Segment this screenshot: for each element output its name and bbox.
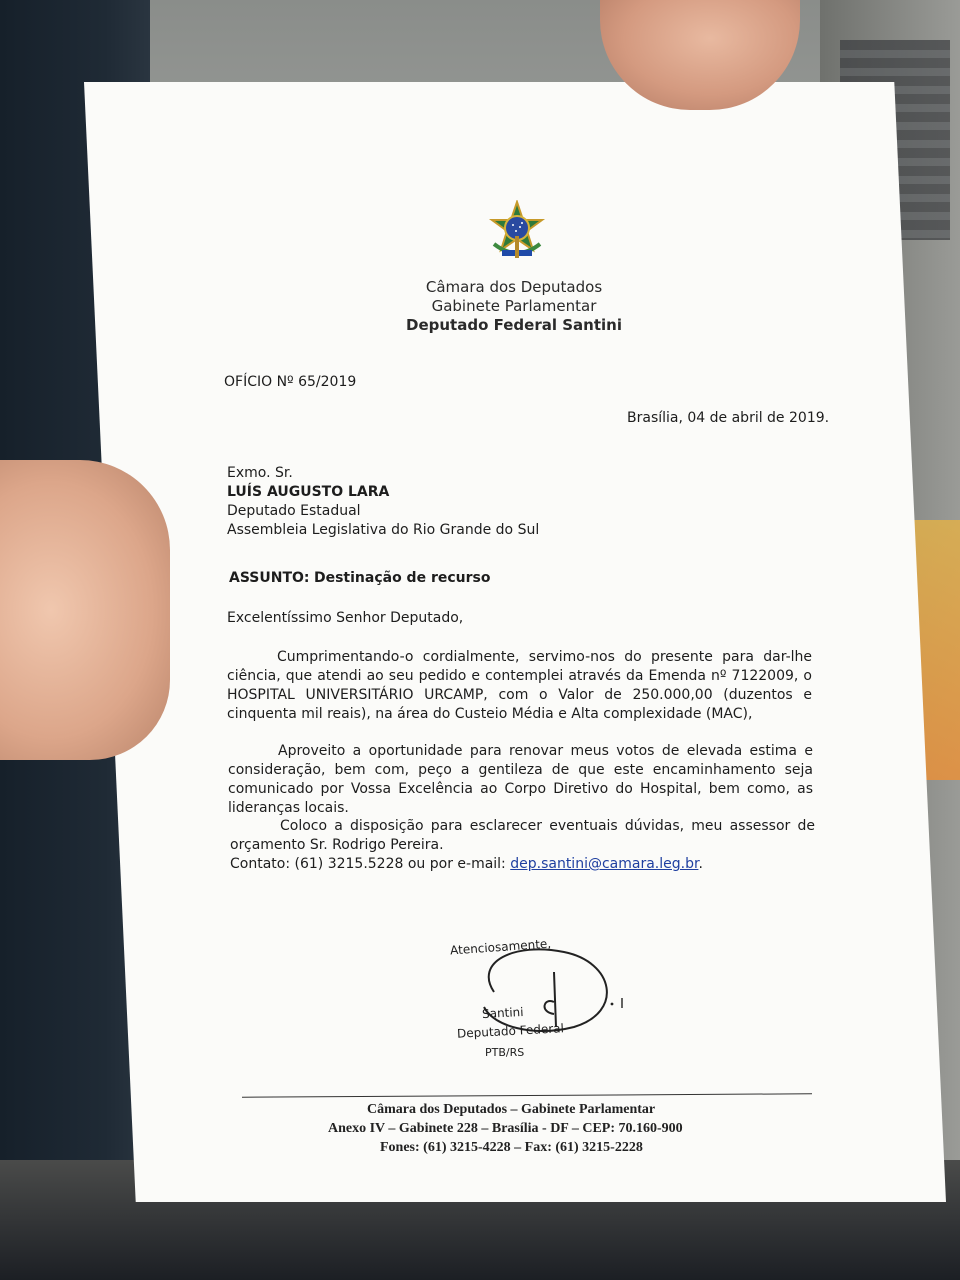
footer-line-2: Anexo IV – Gabinete 228 – Brasília - DF – CEP: 70.160-900 (328, 1121, 683, 1136)
signature-role: Deputado Federal (456, 1021, 565, 1041)
paragraph-1 (227, 648, 812, 724)
subject-text: Destinação de recurso (313, 570, 491, 586)
letterhead-institution: Câmara dos Deputados (425, 278, 603, 296)
paragraph-3 (230, 817, 815, 874)
paragraph-1-text: Cumprimentando-o cordialmente, servimo-nos do presente para dar-lhe ciência, que atendi ao seu pedido e contemplei através da Emenda nº 7122009, o HOSPITAL UNIVERSITÁRIO URCAMP, com o Valor de 250.000,00 (duzentos e cinquenta mil reais), na área do Custeio Média e Alta complexidade (MAC), (227, 649, 812, 722)
footer-divider (242, 1093, 812, 1097)
brazil-coat-of-arms-icon (484, 200, 550, 266)
signature-closing: Atenciosamente, (449, 936, 552, 958)
footer-line-1: Câmara dos Deputados – Gabinete Parlamentar (367, 1102, 656, 1117)
recipient-salutation: Exmo. Sr. (227, 465, 293, 481)
paragraph-3-text: Coloco a disposição para esclarecer eventuais dúvidas, meu assessor de orçamento Sr. Rodrigo Pereira. (230, 818, 815, 853)
letterhead-deputy: Deputado Federal Santini (406, 316, 622, 334)
recipient-institution: Assembleia Legislativa do Rio Grande do Sul (227, 522, 540, 538)
contact-email-link[interactable]: dep.santini@camara.leg.br (510, 856, 699, 872)
recipient-name: LUÍS AUGUSTO LARA (227, 484, 390, 500)
footer-line-3: Fones: (61) 3215-4228 – Fax: (61) 3215-2228 (380, 1140, 643, 1155)
signature-name: Santini (481, 1004, 524, 1022)
subject-label: ASSUNTO: (229, 570, 310, 586)
greeting: Excelentíssimo Senhor Deputado, (227, 610, 464, 626)
contact-prefix: Contato: (61) 3215.5228 ou por e-mail: (230, 856, 511, 872)
letter-date: Brasília, 04 de abril de 2019. (627, 410, 830, 426)
letter-sheet (84, 82, 946, 1202)
paragraph-2 (228, 742, 813, 818)
oficio-number: OFÍCIO Nº 65/2019 (224, 374, 357, 390)
subject-line (229, 570, 490, 586)
contact-suffix: . (698, 856, 703, 872)
signature-party: PTB/RS (485, 1046, 525, 1059)
letterhead-office: Gabinete Parlamentar (431, 297, 597, 315)
paragraph-2-text: Aproveito a oportunidade para renovar meus votos de elevada estima e consideração, bem com, peço a gentileza de que este encaminhamento seja comunicado por Vossa Excelência ao Corpo Diretivo do Hospital, bem como, as lideranças locais. (228, 743, 813, 816)
recipient-title: Deputado Estadual (227, 503, 361, 519)
